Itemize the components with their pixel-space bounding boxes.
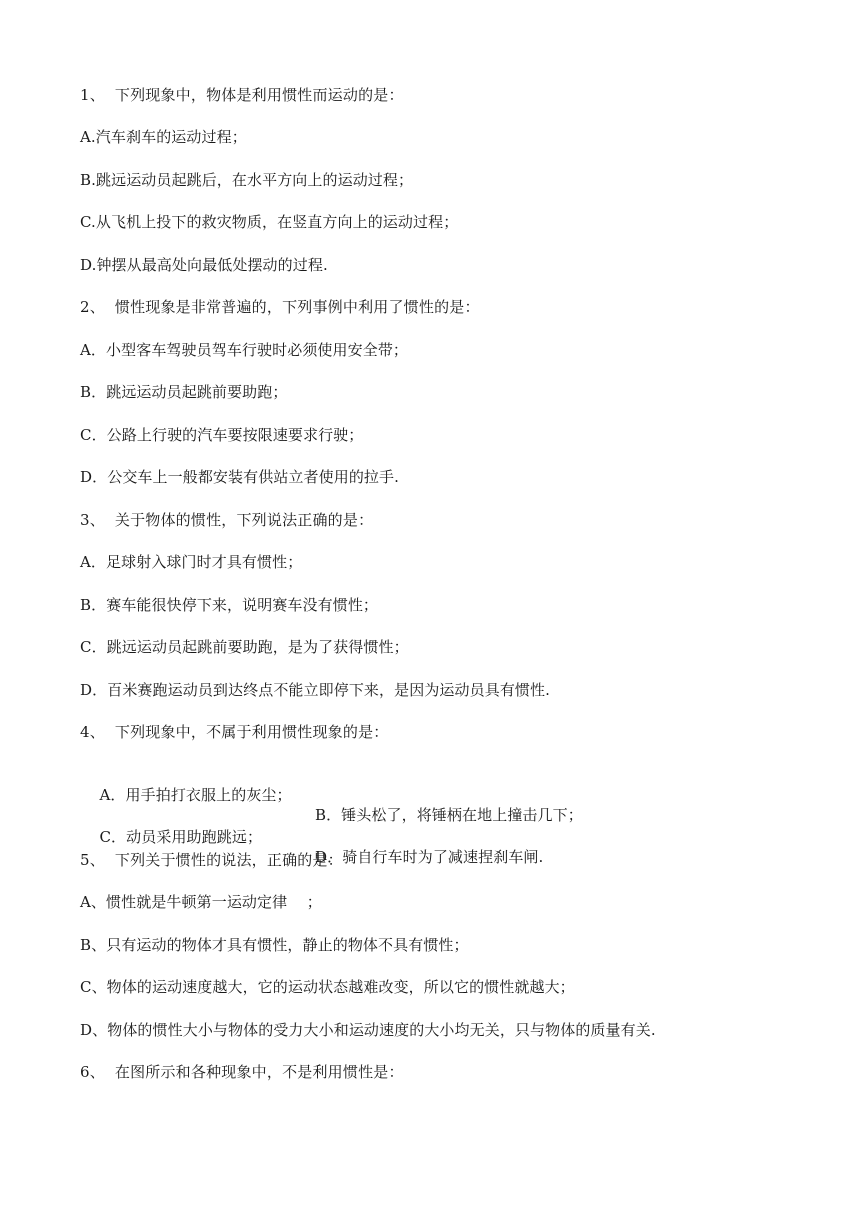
question-5-stem: 5、 下列关于惯性的说法，正确的是： [80, 851, 343, 869]
question-3-option-b: B．赛车能很快停下来，说明赛车没有惯性； [80, 596, 379, 614]
question-5-option-a: A、惯性就是牛顿第一运动定律 ； [80, 893, 322, 911]
question-2-option-c: C．公路上行驶的汽车要按限速要求行驶； [80, 426, 364, 444]
question-3-option-d: D．百米赛跑运动员到达终点不能立即停下来，是因为运动员具有惯性. [80, 681, 550, 699]
question-1-option-d: D.钟摆从最高处向最低处摆动的过程. [80, 256, 328, 274]
question-1-stem: 1、 下列现象中，物体是利用惯性而运动的是： [80, 86, 404, 104]
question-3-stem: 3、 关于物体的惯性，下列说法正确的是： [80, 511, 374, 529]
question-1-option-b: B.跳远运动员起跳后，在水平方向上的运动过程； [80, 171, 414, 189]
question-3-option-c: C．跳远运动员起跳前要助跑，是为了获得惯性； [80, 638, 409, 656]
question-4-option-c: C．动员采用助跑跳远； [99, 828, 263, 846]
question-2-option-a: A．小型客车驾驶员驾车行驶时必须使用安全带； [80, 341, 409, 359]
question-5-option-d: D、物体的惯性大小与物体的受力大小和运动速度的大小均无关，只与物体的质量有关. [80, 1021, 656, 1039]
question-4-option-a: A．用手拍打衣服上的灰尘； [99, 786, 292, 804]
question-4-option-d: D．骑自行车时为了减速捏刹车闸. [315, 848, 544, 866]
question-4-stem: 4、 下列现象中，不属于利用惯性现象的是： [80, 723, 389, 741]
question-2-stem: 2、 惯性现象是非常普遍的，下列事例中利用了惯性的是： [80, 298, 480, 316]
question-2-option-b: B．跳远运动员起跳前要助跑； [80, 383, 288, 401]
question-2-option-d: D．公交车上一般都安装有供站立者使用的拉手. [80, 468, 399, 486]
question-3-option-a: A．足球射入球门时才具有惯性； [80, 553, 303, 571]
question-1-option-a: A.汽车刹车的运动过程； [80, 128, 247, 146]
question-6-stem: 6、 在图所示和各种现象中，不是利用惯性是： [80, 1063, 404, 1081]
question-1-option-c: C.从飞机上投下的救灾物质，在竖直方向上的运动过程； [80, 213, 459, 231]
question-5-option-c: C、物体的运动速度越大，它的运动状态越难改变，所以它的惯性就越大； [80, 978, 575, 996]
question-5-option-b: B、只有运动的物体才具有惯性，静止的物体不具有惯性； [80, 936, 469, 954]
question-4-option-b: B．锤头松了，将锤柄在地上撞击几下； [315, 806, 583, 824]
